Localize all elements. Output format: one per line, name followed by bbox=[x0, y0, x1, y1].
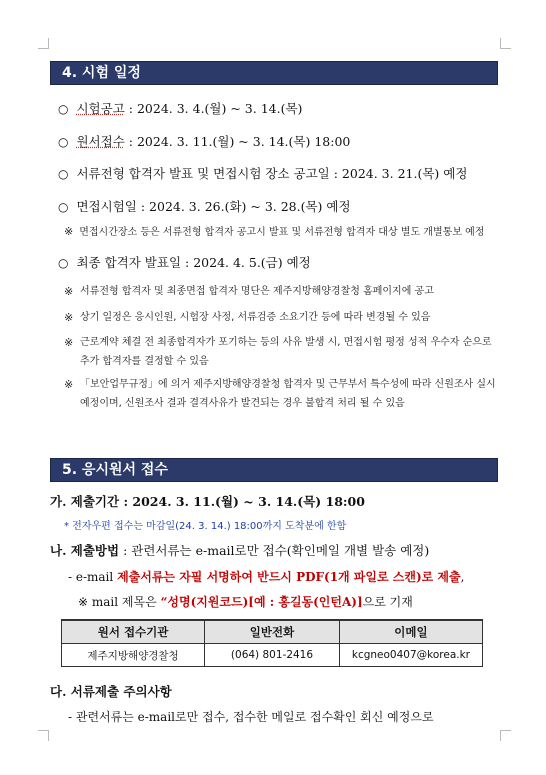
contact-table bbox=[61, 619, 483, 667]
email-instruction: - e-mail 제출서류는 자필 서명하여 반드시 PDF(1개 파일로 스캔)로 제출, bbox=[68, 570, 465, 584]
interview-note: ※ 면접시간장소 등은 서류전형 합격자 공고시 발표 및 서류전형 합격자 대상 별도 개별통보 예정 bbox=[64, 225, 485, 238]
note-paragraph: ※ 상기 일정은 응시인원, 시험장 사정, 서류검증 소요기간 등에 따라 변경될 수 있음 bbox=[64, 311, 431, 324]
section-4-title: 4. 시험 일정 bbox=[62, 65, 141, 81]
schedule-item-application: ○ 원서접수 : 2024. 3. 11.(월) ~ 3. 14.(목) 18:00 bbox=[58, 134, 351, 149]
section-4-header bbox=[50, 61, 498, 85]
submission-period: 가. 제출기간 : 2024. 3. 11.(월) ~ 3. 14.(목) 18:00 bbox=[50, 494, 365, 509]
crop-mark-bottom-right bbox=[500, 730, 511, 741]
submission-cautions: 다. 서류제출 주의사항 bbox=[50, 684, 172, 699]
email-subject-instruction: ※ mail 제목은 “성명(지원코드)[예 : 홍길동(인턴A)]으로 기재 bbox=[78, 595, 413, 609]
submission-method: 나. 제출방법 : 관련서류는 e-mail로만 접수(확인메일 개별 발송 예정) bbox=[50, 543, 430, 558]
crop-mark-top-right bbox=[500, 38, 511, 49]
circle-bullet-icon: ○ bbox=[58, 102, 69, 116]
circle-bullet-icon: ○ bbox=[58, 135, 69, 149]
circle-bullet-icon: ○ bbox=[58, 200, 69, 214]
table-header-row bbox=[62, 620, 483, 644]
circle-bullet-icon: ○ bbox=[58, 256, 69, 270]
table-cell-phone: (064) 801-2416 bbox=[205, 644, 340, 667]
table-header-cell: 일반전화 bbox=[205, 620, 340, 644]
table-header-cell: 이메일 bbox=[339, 620, 482, 644]
crop-mark-bottom-left bbox=[38, 730, 49, 741]
schedule-item-announcement: ○ 시험공고 : 2024. 3. 4.(월) ~ 3. 14.(목) bbox=[58, 101, 303, 116]
circle-bullet-icon: ○ bbox=[58, 167, 69, 181]
email-deadline-note: * 전자우편 접수는 마감일(24. 3. 14.) 18:00까지 도착분에 한함 bbox=[64, 521, 347, 532]
section-5-title: 5. 응시원서 접수 bbox=[62, 462, 168, 478]
table-row bbox=[62, 644, 483, 667]
table-cell-email[interactable]: kcgneo0407@korea.kr bbox=[339, 644, 482, 667]
schedule-item-final: ○ 최종 합격자 발표일 : 2024. 4. 5.(금) 예정 bbox=[58, 255, 311, 270]
schedule-item-document-result: ○ 서류전형 합격자 발표 및 면접시험 장소 공고일 : 2024. 3. 21.(목) 예정 bbox=[58, 166, 468, 181]
note-paragraph: ※ 근로계약 체결 전 최종합격자가 포기하는 등의 사유 발생 시, 면접시험 평정 성적 우수자 순으로 추가 합격자를 결정할 수 있음 bbox=[64, 336, 492, 367]
section-5-header bbox=[50, 458, 498, 482]
schedule-item-interview: ○ 면접시험일 : 2024. 3. 26.(화) ~ 3. 28.(목) 예정 bbox=[58, 199, 351, 214]
note-paragraph: ※ 「보안업무규정」에 의거 제주지방해양경찰청 합격자 및 근무부서 특수성에 따라 신원조사 실시 예정이며, 신원조사 결과 결격사유가 발견되는 경우 불합격 처리 될 수 있음 bbox=[64, 378, 496, 409]
crop-mark-top-left bbox=[38, 38, 49, 49]
table-header-cell: 원서 접수기관 bbox=[62, 620, 205, 644]
note-paragraph: ※ 서류전형 합격자 및 최종면접 합격자 명단은 제주지방해양경찰청 홈페이지에 공고 bbox=[64, 285, 434, 298]
table-cell-agency: 제주지방해양경찰청 bbox=[62, 644, 205, 667]
caution-line: - 관련서류는 e-mail로만 접수, 접수한 메일로 접수확인 회신 예정으로 bbox=[68, 710, 434, 724]
